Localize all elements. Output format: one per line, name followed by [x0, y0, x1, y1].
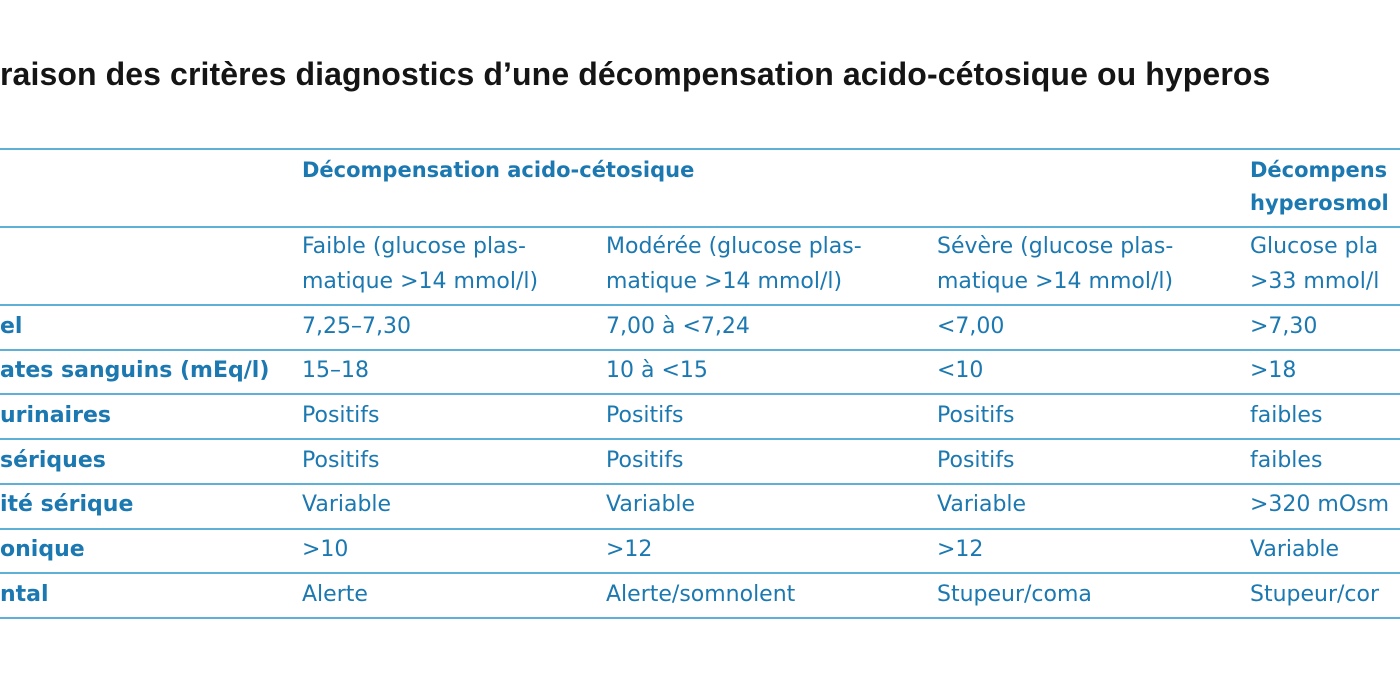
table-cell: Variable: [1250, 537, 1340, 562]
table-cell: <10: [937, 358, 984, 383]
row-label: onique: [0, 537, 85, 562]
row-label: urinaires: [0, 403, 111, 428]
table-cell: <7,00: [937, 314, 1005, 339]
table-cell: Stupeur/coma: [937, 582, 1092, 607]
table-cell: Alerte/somnolent: [606, 582, 796, 607]
table-cell: 15–18: [302, 358, 369, 383]
group-header-hyperosmolar-line2: hyperosmol: [1250, 191, 1389, 215]
table-title: raison des critères diagnostics d’une décompensation acido-cétosique ou hyperos: [0, 56, 1271, 92]
table-cell: >7,30: [1250, 314, 1318, 339]
group-header-ketoacidosis: Décompensation acido-cétosique: [302, 158, 695, 182]
table-cell: Positifs: [302, 403, 380, 428]
subheader-divider-rule: [0, 304, 1400, 306]
subheader-hyperosmolar-line1: Glucose pla: [1250, 234, 1379, 259]
row-label: sériques: [0, 448, 106, 473]
table-cell: Stupeur/cor: [1250, 582, 1380, 607]
table-cell: Positifs: [606, 403, 684, 428]
table-cell: Variable: [606, 492, 696, 517]
table-cell: Variable: [302, 492, 392, 517]
subheader-mild-line2: matique >14 mmol/l): [302, 269, 539, 294]
subheader-hyperosmolar-line2: >33 mmol/l: [1250, 269, 1380, 294]
row-label: ntal: [0, 582, 49, 607]
subheader-severe-line2: matique >14 mmol/l): [937, 269, 1174, 294]
table-cell: faibles: [1250, 448, 1323, 473]
row-divider-rule: [0, 572, 1400, 574]
table-cell: Alerte: [302, 582, 368, 607]
table-top-rule: [0, 148, 1400, 150]
subheader-severe-line1: Sévère (glucose plas-: [937, 234, 1174, 259]
table-cell: Variable: [937, 492, 1027, 517]
table-cell: 10 à <15: [606, 358, 708, 383]
table-cell: >12: [937, 537, 984, 562]
table-cell: >320 mOsm: [1250, 492, 1390, 517]
row-label: el: [0, 314, 23, 339]
table-cell: Positifs: [606, 448, 684, 473]
table-cell: Positifs: [937, 448, 1015, 473]
table-bottom-rule: [0, 617, 1400, 619]
row-divider-rule: [0, 438, 1400, 440]
table-cell: Positifs: [302, 448, 380, 473]
header-divider-rule: [0, 226, 1400, 228]
table-cell: 7,00 à <7,24: [606, 314, 750, 339]
row-label: ates sanguins (mEq/l): [0, 358, 270, 383]
table-cell: faibles: [1250, 403, 1323, 428]
table-cell: >10: [302, 537, 349, 562]
row-label: ité sérique: [0, 492, 134, 517]
row-divider-rule: [0, 483, 1400, 485]
subheader-mild-line1: Faible (glucose plas-: [302, 234, 526, 259]
row-divider-rule: [0, 528, 1400, 530]
group-header-hyperosmolar-line1: Décompens: [1250, 158, 1388, 182]
table-cell: >18: [1250, 358, 1297, 383]
table-cell: Positifs: [937, 403, 1015, 428]
subheader-moderate-line1: Modérée (glucose plas-: [606, 234, 862, 259]
table-cell: 7,25–7,30: [302, 314, 411, 339]
table-cell: >12: [606, 537, 653, 562]
subheader-moderate-line2: matique >14 mmol/l): [606, 269, 843, 294]
row-divider-rule: [0, 393, 1400, 395]
row-divider-rule: [0, 349, 1400, 351]
